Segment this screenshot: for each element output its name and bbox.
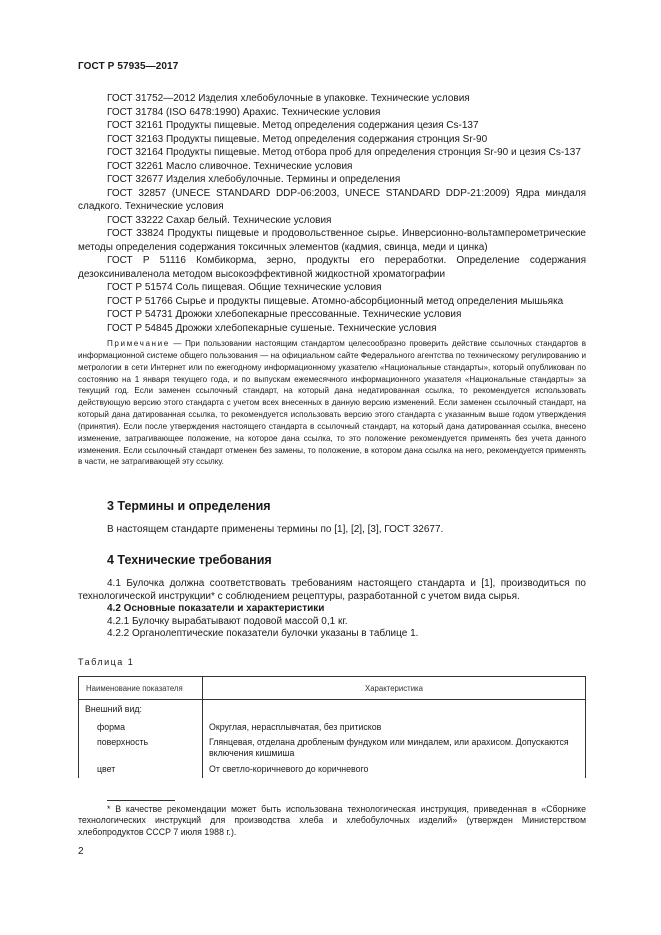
reference-item: ГОСТ 32261 Масло сливочное. Технические условия [107, 160, 353, 172]
reference-item: ГОСТ 32164 Продукты пищевые. Метод отбора проб для определения стронция Sr-90 и цезия Cs-137 [107, 147, 581, 158]
table-cell: цвет [79, 763, 203, 778]
column-header-indicator: Наименование показателя [79, 677, 203, 700]
page-number: 2 [78, 846, 84, 857]
reference-item: ГОСТ Р 54731 Дрожжи хлебопекарные прессованные. Технические условия [107, 309, 462, 320]
reference-item: ГОСТ Р 51116 Комбикорма, зерно, продукты его переработки. Определение содержания дезоксиниваленола методом высокоэффективной жидкостной хроматографии [78, 255, 586, 280]
footnote: * В качестве рекомендации может быть использована технологическая инструкция, приведенная в «Сборнике технологических инструкций для производства хлеба и хлебобулочных изделий» (утвержден Министерством хлебопродуктов СССР 7 июля 1988 г.). [78, 804, 586, 837]
table-caption: Таблица 1 [78, 657, 135, 667]
clause-4-2-2: 4.2.2 Органолептические показатели булочки указаны в таблице 1. [107, 628, 419, 639]
table-cell: Округлая, нерасплывчатая, без притисков [203, 722, 586, 737]
clause-4-2: 4.2 Основные показатели и характеристики [107, 603, 325, 614]
section-4-heading: 4 Технические требования [107, 553, 272, 567]
table-row [79, 737, 586, 763]
table-cell: форма [79, 722, 203, 737]
table-cell: поверхность [79, 737, 203, 763]
reference-item: ГОСТ Р 54845 Дрожжи хлебопекарные сушеные. Технические условия [107, 322, 437, 334]
section-4-body [78, 578, 586, 641]
table-cell: Внешний вид: [79, 700, 203, 723]
table-header-row [79, 677, 586, 700]
reference-item: ГОСТ 31784 (ISO 6478:1990) Арахис. Технические условия [107, 106, 381, 118]
reference-item: ГОСТ 32857 (UNECE STANDARD DDP-06:2003, UNECE STANDARD DDP-21:2009) Ядра миндаля сладкого. Технические условия [78, 187, 586, 212]
table-row [79, 763, 586, 778]
section-3-heading: 3 Термины и определения [107, 499, 271, 513]
clause-4-2-1: 4.2.1 Булочку вырабатывают подовой массой 0,1 кг. [107, 615, 348, 627]
note-label: Примечание [107, 339, 170, 348]
reference-item: ГОСТ 32163 Продукты пищевые. Метод определения содержания стронция Sr-90 [107, 133, 488, 145]
table-cell: От светло-коричневого до коричневого [203, 763, 586, 778]
reference-item: ГОСТ Р 51766 Сырье и продукты пищевые. Атомно-абсорбционный метод определения мышьяка [107, 295, 564, 307]
table-cell: Глянцевая, отделана дробленым фундуком или миндалем, или арахисом. Допускаются включения кишмиша [203, 737, 586, 763]
reference-item: ГОСТ Р 51574 Соль пищевая. Общие технические условия [107, 282, 382, 293]
reference-item: ГОСТ 31752—2012 Изделия хлебобулочные в упаковке. Технические условия [107, 93, 470, 104]
normative-references-list [78, 92, 586, 335]
references-note [78, 338, 586, 468]
reference-item: ГОСТ 33824 Продукты пищевые и продовольственное сырье. Инверсионно-вольтамперометрические методы определения содержания токсичных элементов (кадмия, свинца, меди и цинка) [78, 228, 586, 253]
column-header-characteristic: Характеристика [203, 677, 586, 700]
section-3-body [78, 524, 586, 537]
reference-item: ГОСТ 32161 Продукты пищевые. Метод определения содержания цезия Cs-137 [107, 120, 479, 131]
table-cell [203, 700, 586, 723]
organoleptic-table [78, 676, 586, 778]
section-3-text: В настоящем стандарте применены термины по [1], [2], [3], ГОСТ 32677. [107, 524, 444, 535]
footnote-separator [107, 800, 175, 801]
reference-item: ГОСТ 33222 Сахар белый. Технические условия [107, 214, 332, 226]
clause-4-1: 4.1 Булочка должна соответствовать требованиям настоящего стандарта и [1], производиться по технологической инструкции* с соблюдением рецептуры, разработанной с учетом вида сырья. [78, 578, 586, 602]
note-text: При пользовании настоящим стандартом целесообразно проверить действие ссылочных стандартов в информационной системе общего пользования — на официальном сайте Федерального агентства по техническому регулированию и метрологии в сети Интернет или по ежегодному информационному указателю «Национальные стандарты», который опубликован по состоянию на 1 января текущего года, и по выпускам ежемесячного информационного указателя «Национальные стандарты» за текущий год. Если заменен ссылочный стандарт, на который дана недатированная ссылка, то рекомендуется использовать действующую версию этого стандарта с учетом всех внесенных в данную версию изменений. Если заменен ссылочный стандарт, на который дана датированная ссылка, то рекомендуется использовать версию этого стандарта с указанным выше годом утверждения (принятия). Если после утверждения настоящего стандарта в ссылочный стандарт, на который дана датированная ссылка, внесено изменение, затрагивающее положение, на которое дана ссылка, то это положение рекомендуется применять без учета данного изменения. Если ссылочный стандарт отменен без замены, то положение, в котором дана ссылка на него, рекомендуется применять в части, не затрагивающей эту ссылку. [78, 339, 586, 467]
standard-number-header: ГОСТ Р 57935—2017 [78, 61, 179, 72]
table-row [79, 722, 586, 737]
table-row [79, 700, 586, 723]
reference-item: ГОСТ 32677 Изделия хлебобулочные. Термины и определения [107, 174, 401, 185]
note-dash: — [169, 339, 186, 348]
